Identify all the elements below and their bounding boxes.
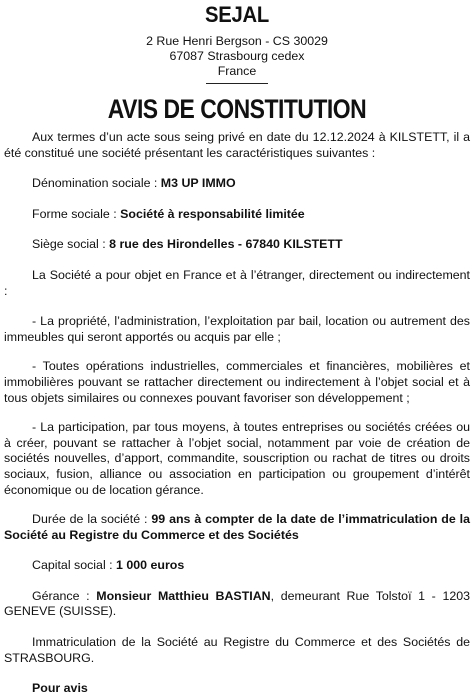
company-address-country: France xyxy=(217,64,257,78)
forme-label: Forme sociale : xyxy=(32,206,121,221)
siege-value: 8 rue des Hirondelles - 67840 KILSTETT xyxy=(109,237,343,252)
closing-paragraph xyxy=(4,681,470,697)
immatriculation-paragraph: Immatriculation de la Société au Registre du Commerce et des Sociétés de STRASBOURG. xyxy=(4,635,470,665)
objet-item-3: - La participation, par tous moyens, à toutes entreprises ou sociétés créées ou à créer, pouvant se rattacher à l’objet social, notamment par voie de création de sociétés nouvelles, d’apport, commandite, souscription ou rachat de titres ou droits sociaux, fusion, alliance ou association en participation ou groupement d’intérêt économique ou de location gérance. xyxy=(4,420,470,497)
company-address-city: 67087 Strasbourg cedex xyxy=(169,49,305,63)
gerance-address: , demeurant Rue Tolstoï 1 - 1203 GENEVE (SUISSE). xyxy=(4,588,471,619)
duree-label: Durée de la société : xyxy=(32,512,152,527)
gerance-name: Monsieur Matthieu BASTIAN xyxy=(96,588,271,603)
denomination-value: M3 UP IMMO xyxy=(160,176,236,191)
duree-value: 99 ans à compter de la date de l’immatriculation de la Société au Registre du Commerce et des Sociétés xyxy=(4,512,470,542)
intro-paragraph: Aux termes d’un acte sous seing privé en date du 12.12.2024 à KILSTETT, il a été constitué une société présentant les caractéristiques suivantes : xyxy=(4,130,470,160)
objet-item-1: - La propriété, l’administration, l’exploitation par bail, location ou autrement des immeubles qui seront apportés ou acquis par elle ; xyxy=(4,314,470,344)
capital-value: 1 000 euros xyxy=(116,558,185,573)
notice-title: AVIS DE CONSTITUTION xyxy=(107,94,367,124)
company-header xyxy=(4,4,470,84)
denomination-label: Dénomination sociale : xyxy=(32,176,161,191)
forme-value: Société à responsabilité limitée xyxy=(120,206,305,221)
header-divider xyxy=(206,83,268,84)
siege-label: Siège social : xyxy=(32,237,110,252)
denomination-paragraph xyxy=(4,176,470,192)
objet-intro-paragraph: La Société a pour objet en France et à l’étranger, directement ou indirectement : xyxy=(4,267,470,298)
duree-paragraph xyxy=(4,512,470,543)
legal-notice-page xyxy=(0,2,473,696)
siege-paragraph xyxy=(4,237,470,253)
gerance-paragraph xyxy=(4,589,470,620)
company-name: SEJAL xyxy=(205,2,269,27)
gerance-label: Gérance : xyxy=(32,588,97,603)
capital-label: Capital social : xyxy=(32,558,117,573)
forme-paragraph xyxy=(4,207,470,223)
capital-paragraph xyxy=(4,558,470,574)
company-address-street: 2 Rue Henri Bergson - CS 30029 xyxy=(146,34,328,48)
closing-text: Pour avis xyxy=(32,681,88,696)
objet-item-2: - Toutes opérations industrielles, commerciales et financières, mobilières et immobilières pouvant se rattacher directement ou indirectement à l’objet social et à tous objets similaires ou connexes pouvant favoriser son développement ; xyxy=(4,359,470,405)
notice-body xyxy=(4,130,470,697)
